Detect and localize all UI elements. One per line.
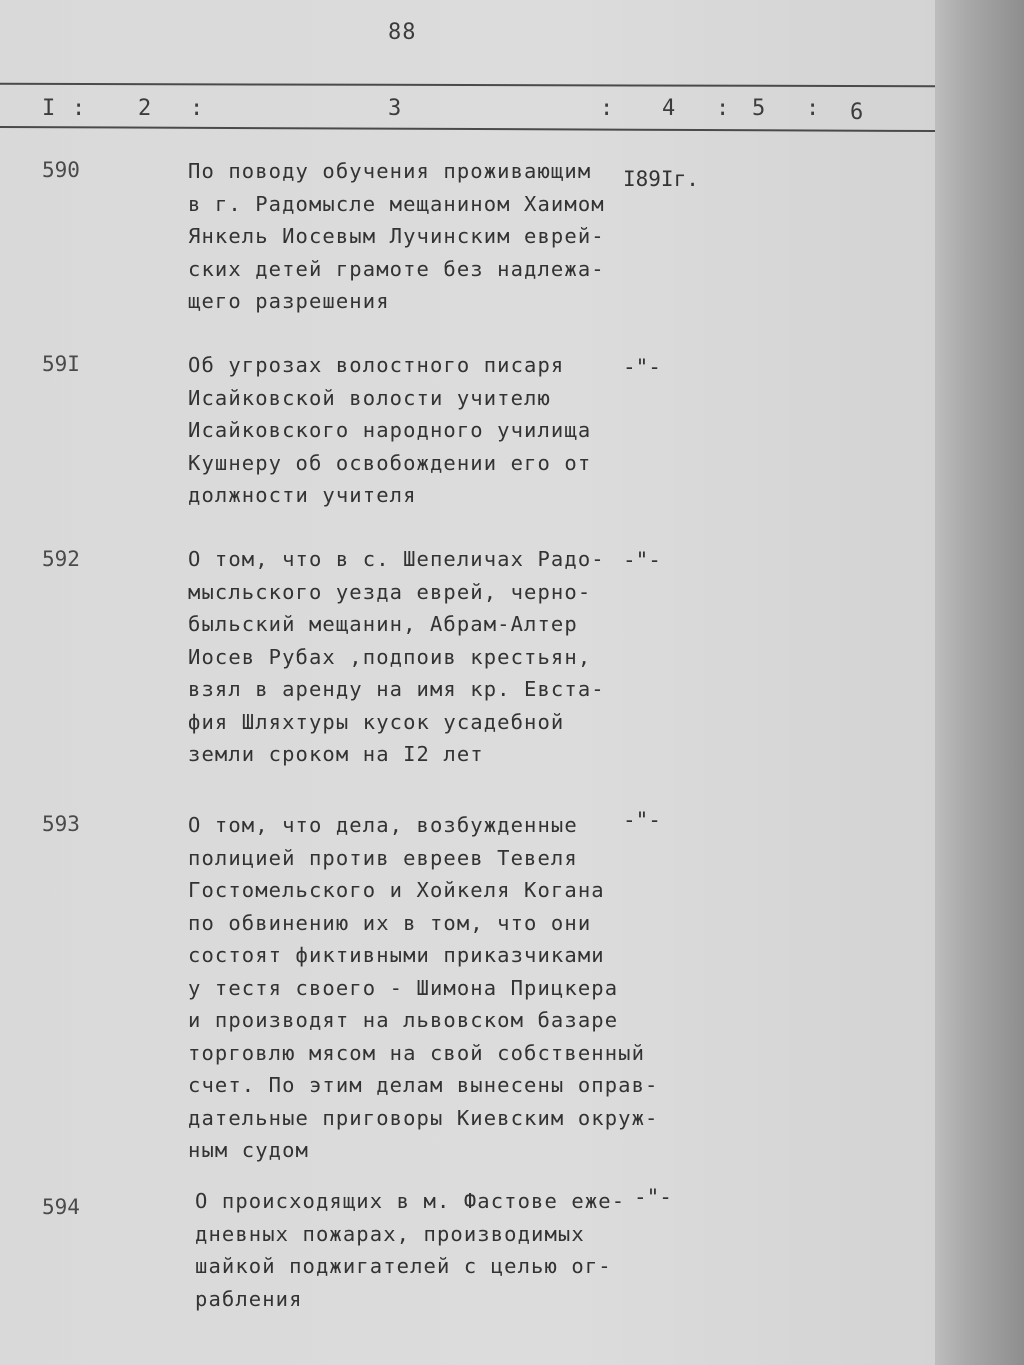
entry-date: -"- <box>623 548 661 572</box>
column-separator: : <box>806 96 820 121</box>
entry-date: I89Iг. <box>623 167 699 191</box>
entry-date: -"- <box>634 1185 672 1209</box>
column-header-5: 5 <box>752 96 766 121</box>
column-separator: : <box>190 96 204 121</box>
entry-description: О том, что дела, возбужденные полицией против евреев Тевеля Гостомельского и Хойкеля Когана по обвинению их в том, что они состоят фиктивными приказчиками у тестя своего - Шимона Прицкера и производят на львовском базаре торговлю мясом на свой собственный счет. По этим делам вынесены оправ- дательные приговоры Киевским окруж- ным судом <box>188 813 659 1162</box>
page-number: 88 <box>388 20 417 45</box>
entry-date: -"- <box>623 355 661 379</box>
header-top-rule <box>0 83 935 87</box>
entry-number: 590 <box>42 158 80 182</box>
column-separator: : <box>72 96 86 121</box>
entry-number: 59I <box>42 352 80 376</box>
column-header-6: 6 <box>850 100 864 125</box>
column-header-4: 4 <box>662 96 676 121</box>
entry-description: Об угрозах волостного писаря Исайковской волости учителю Исайковского народного училища Кушнеру об освобождении его от должности учителя <box>188 353 592 507</box>
page-edge-shadow <box>935 0 1024 1365</box>
column-separator: : <box>716 96 730 121</box>
entry-description: По поводу обучения проживающим в г. Радомысле мещанином Хаимом Янкель Иосевым Лучинским еврей- ских детей грамоте без надлежа- щего разрешения <box>188 159 605 313</box>
column-header-2: 2 <box>138 96 152 121</box>
entry-description: О том, что в с. Шепеличах Радо- мысльского уезда еврей, черно- быльский мещанин, Абрам-Алтер Иосев Рубах ,подпоив крестьян, взял в аренду на имя кр. Евста- фия Шляхтуры кусок усадебной земли сроком на I2 лет <box>188 547 605 766</box>
entry-date: -"- <box>623 808 661 832</box>
entry-description: О происходящих в м. Фастове еже- дневных пожарах, производимых шайкой поджигателей с целью ог- рабления <box>195 1189 626 1311</box>
column-header-1: I <box>42 96 56 121</box>
entry-number: 594 <box>42 1195 80 1219</box>
entry-number: 592 <box>42 547 80 571</box>
column-separator: : <box>600 96 614 121</box>
column-header-3: 3 <box>388 96 402 121</box>
header-bottom-rule <box>0 126 935 132</box>
entry-number: 593 <box>42 812 80 836</box>
